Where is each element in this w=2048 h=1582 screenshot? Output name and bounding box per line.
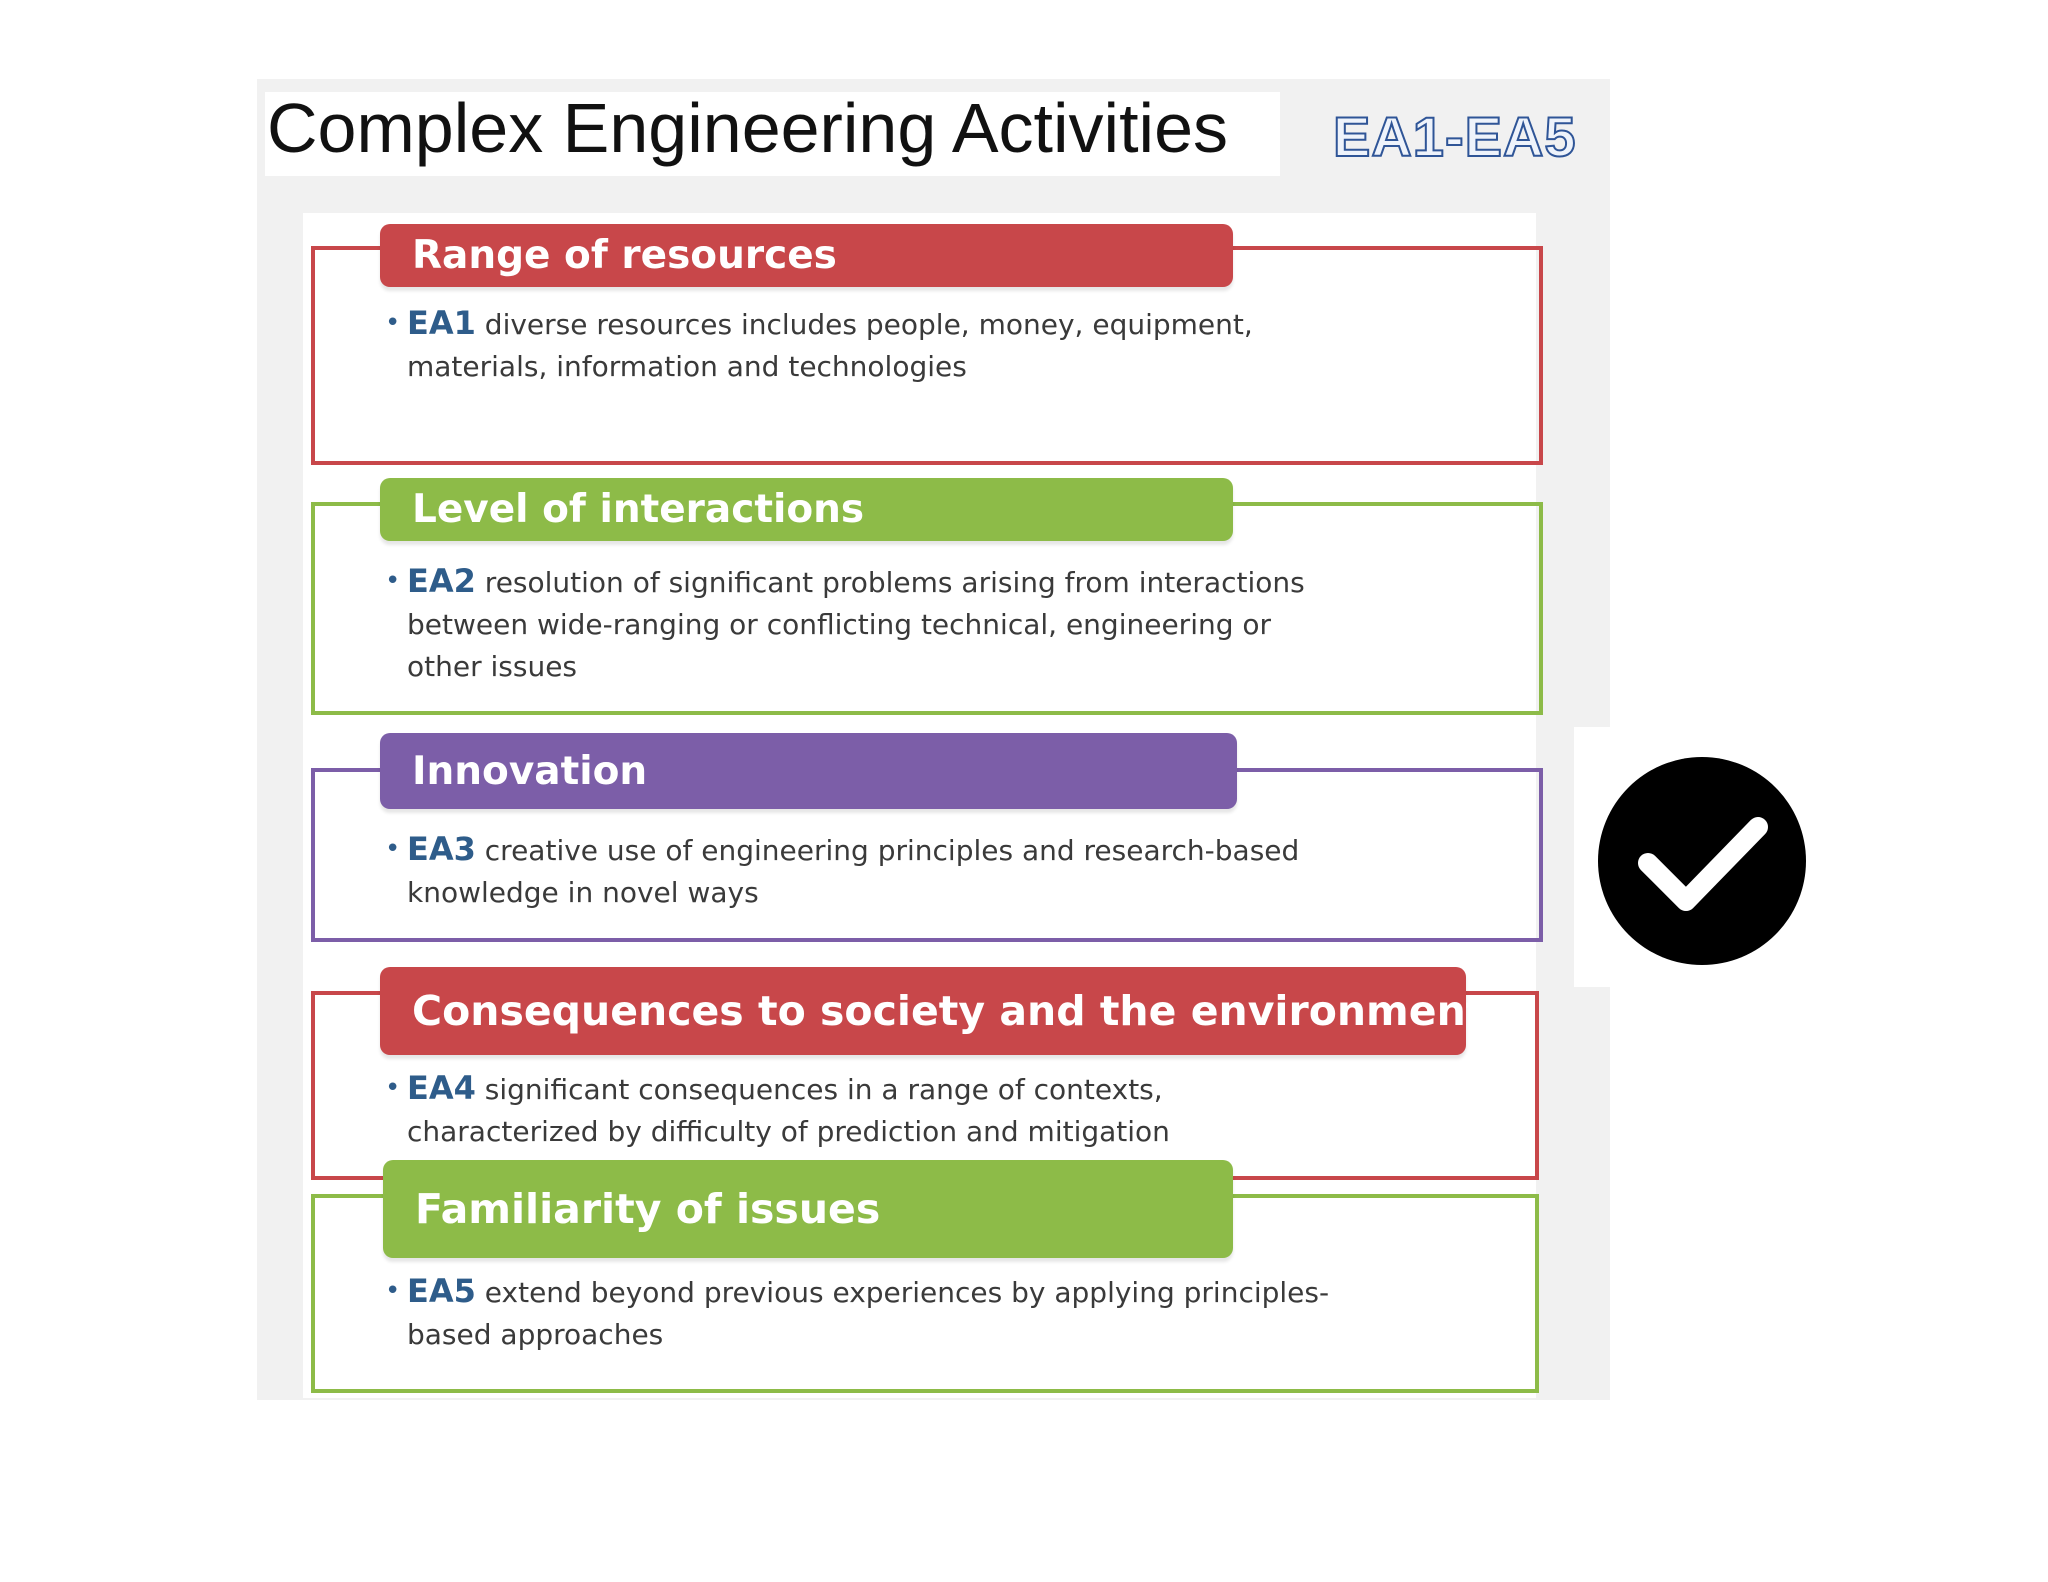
activity-description [385,560,1305,688]
activity-header-level-of-interactions [380,478,1233,541]
bullet-icon: • [385,834,401,864]
description-line: resolution of significant problems arising from interactions [475,566,1305,599]
checkmark-circle-icon [1598,757,1806,965]
bullet-icon: • [385,1276,401,1306]
bullet-icon: • [385,566,401,596]
activity-header-label: Consequences to society and the environment [412,987,1486,1035]
page-title: Complex Engineering Activities [267,89,1229,167]
description-line: knowledge in novel ways [407,876,759,909]
description-line: between wide-ranging or conflicting technical, engineering or [407,608,1272,641]
activity-description [385,302,1253,388]
activity-header-consequences [380,967,1486,1055]
bullet-icon: • [385,308,401,338]
activity-code: EA3 [407,830,476,868]
description-line: based approaches [407,1318,664,1351]
bullet-icon: • [385,1073,401,1103]
activity-header-label: Innovation [412,748,648,794]
activity-code: EA5 [407,1272,476,1310]
code-range-badge: EA1-EA5 [1333,105,1577,168]
activity-code: EA4 [407,1069,476,1107]
activity-header-familiarity-of-issues [383,1160,1233,1258]
activity-code: EA1 [407,304,476,342]
activity-code: EA2 [407,562,476,600]
description-line: materials, information and technologies [407,350,967,383]
activity-header-innovation [380,733,1237,809]
description-line: extend beyond previous experiences by applying principles- [475,1276,1330,1309]
activity-header-label: Familiarity of issues [415,1185,881,1233]
activity-header-label: Level of interactions [412,487,865,532]
description-line: diverse resources includes people, money, equipment, [475,308,1253,341]
activity-description [385,1270,1330,1356]
description-line: other issues [407,650,578,683]
activity-header-range-of-resources [380,224,1233,287]
description-line: creative use of engineering principles and research-based [475,834,1300,867]
activity-description [385,1067,1170,1153]
description-line: significant consequences in a range of contexts, [475,1073,1163,1106]
activity-header-label: Range of resources [412,233,837,278]
description-line: characterized by difficulty of prediction and mitigation [407,1115,1170,1148]
activity-description [385,828,1300,914]
